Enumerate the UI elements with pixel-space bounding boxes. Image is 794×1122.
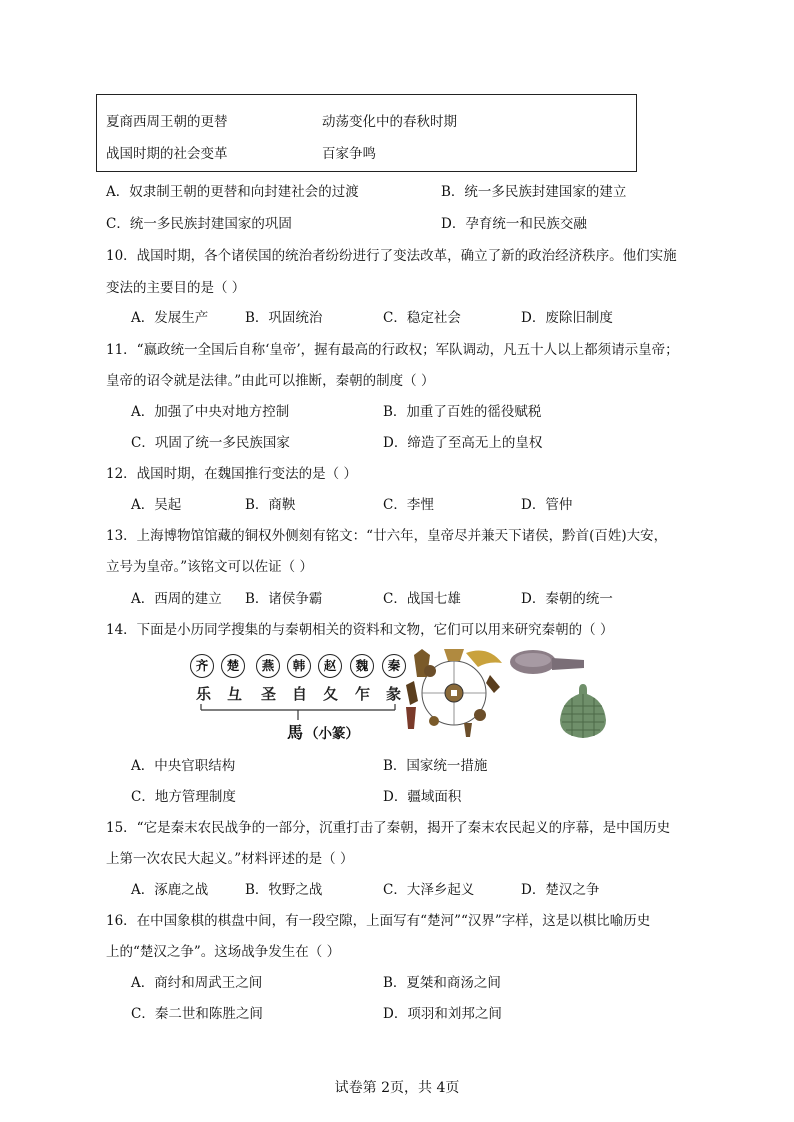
- q12-option-c: C．李悝: [383, 497, 434, 513]
- q14-option-d: D．疆域面积: [383, 789, 462, 805]
- q16-option-a: A．商纣和周武王之间: [131, 975, 263, 991]
- seal-glyph: 乐: [196, 685, 212, 703]
- q10-option-d: D．废除旧制度: [521, 310, 613, 326]
- q11-option-c: C．巩固了统一多民族国家: [131, 435, 290, 451]
- q11-option-a: A．加强了中央对地方控制: [131, 404, 290, 420]
- q10-stem: 10．战国时期，各个诸侯国的统治者纷纷进行了变法改革，确立了新的政治经济秩序。他们实施: [106, 248, 677, 264]
- table-cell: 动荡变化中的春秋时期: [322, 114, 457, 130]
- state-circle: 燕: [256, 654, 280, 678]
- q9-option-b: B．统一多民族封建国家的建立: [441, 184, 627, 200]
- q10-option-c: C．稳定社会: [383, 310, 461, 326]
- q14-stem: 14．下面是小历同学搜集的与秦朝相关的资料和文物，它们可以用来研究秦朝的（ ）: [106, 622, 614, 638]
- q15-option-c: C．大泽乡起义: [383, 882, 475, 898]
- unified-char-label: （小篆）: [305, 726, 359, 742]
- q9-option-a: A．奴隶制王朝的更替和向封建社会的过渡: [106, 184, 359, 200]
- state-circle: 楚: [221, 654, 245, 678]
- bronze-weight-image: [558, 680, 608, 740]
- state-circle: 秦: [382, 654, 406, 678]
- q11-option-b: B．加重了百姓的徭役赋税: [383, 404, 542, 420]
- state-circle: 韩: [287, 654, 311, 678]
- q11-option-d: D．缔造了至高无上的皇权: [383, 435, 543, 451]
- bronze-measure-image: [508, 648, 588, 676]
- q14-option-b: B．国家统一措施: [383, 758, 488, 774]
- q15-stem: 上第一次农民大起义。”材料评述的是（ ）: [106, 851, 354, 867]
- q9-option-d: D．孕育统一和民族交融: [441, 216, 587, 232]
- q16-option-c: C．秦二世和陈胜之间: [131, 1006, 263, 1022]
- table-cell: 夏商西周王朝的更替: [106, 114, 228, 130]
- q13-option-b: B．诸侯争霸: [245, 591, 323, 607]
- seal-glyph: 圣: [261, 685, 277, 703]
- q13-option-d: D．秦朝的统一: [521, 591, 613, 607]
- q13-stem: 13．上海博物馆馆藏的铜权外侧刻有铭文：“廿六年，皇帝尽并兼天下诸侯，黔首(百姓)大安，: [106, 528, 668, 544]
- seal-glyph: 自: [292, 685, 308, 703]
- q14-option-c: C．地方管理制度: [131, 789, 236, 805]
- q16-option-b: B．夏桀和商汤之间: [383, 975, 501, 991]
- q13-option-c: C．战国七雄: [383, 591, 461, 607]
- q12-option-b: B．商鞅: [245, 497, 296, 513]
- q14-option-a: A．中央官职结构: [131, 758, 236, 774]
- q12-option-d: D．管仲: [521, 497, 573, 513]
- seal-glyph: 彑: [227, 685, 243, 703]
- q10-option-a: A．发展生产: [131, 310, 209, 326]
- state-circle: 赵: [318, 654, 342, 678]
- seal-glyph: 彖: [386, 685, 402, 703]
- q13-option-a: A．西周的建立: [131, 591, 222, 607]
- q10-option-b: B．巩固统治: [245, 310, 323, 326]
- q16-option-d: D．项羽和刘邦之间: [383, 1006, 502, 1022]
- q15-stem: 15．“它是秦末农民战争的一部分，沉重打击了秦朝，揭开了秦末农民起义的序幕，是中国历史: [106, 820, 671, 836]
- q16-stem: 上的“楚汉之争”。这场战争发生在（ ）: [106, 944, 341, 960]
- state-circle: 魏: [350, 654, 374, 678]
- page-footer: 试卷第 2页，共 4页: [334, 1080, 460, 1096]
- q15-option-d: D．楚汉之争: [521, 882, 600, 898]
- table-cell: 战国时期的社会变革: [106, 146, 228, 162]
- q16-stem: 16．在中国象棋的棋盘中间，有一段空隙，上面写有“楚河”“汉界”字样，这是以棋比喻历史: [106, 913, 651, 929]
- bracket-lines: [195, 700, 410, 722]
- q13-stem: 立号为皇帝。”该铭文可以佐证（ ）: [106, 559, 313, 575]
- ancient-coins-image: [404, 645, 504, 740]
- q11-stem: 11．“嬴政统一全国后自称‘皇帝’，握有最高的行政权；军队调动，凡五十人以上都须请示皇帝；: [106, 342, 679, 358]
- q9-option-c: C．统一多民族封建国家的巩固: [106, 216, 292, 232]
- table-cell: 百家争鸣: [322, 146, 376, 162]
- q15-option-a: A．涿鹿之战: [131, 882, 209, 898]
- state-circle: 齐: [190, 654, 214, 678]
- seal-glyph: 夂: [323, 685, 339, 703]
- q15-option-b: B．牧野之战: [245, 882, 323, 898]
- unified-char: 馬: [287, 723, 304, 742]
- seal-glyph: 乍: [355, 685, 371, 703]
- q12-option-a: A．吴起: [131, 497, 182, 513]
- q10-stem: 变法的主要目的是（ ）: [106, 280, 246, 296]
- q11-stem: 皇帝的诏令就是法律。”由此可以推断，秦朝的制度（ ）: [106, 373, 435, 389]
- q12-stem: 12．战国时期，在魏国推行变法的是（ ）: [106, 466, 357, 482]
